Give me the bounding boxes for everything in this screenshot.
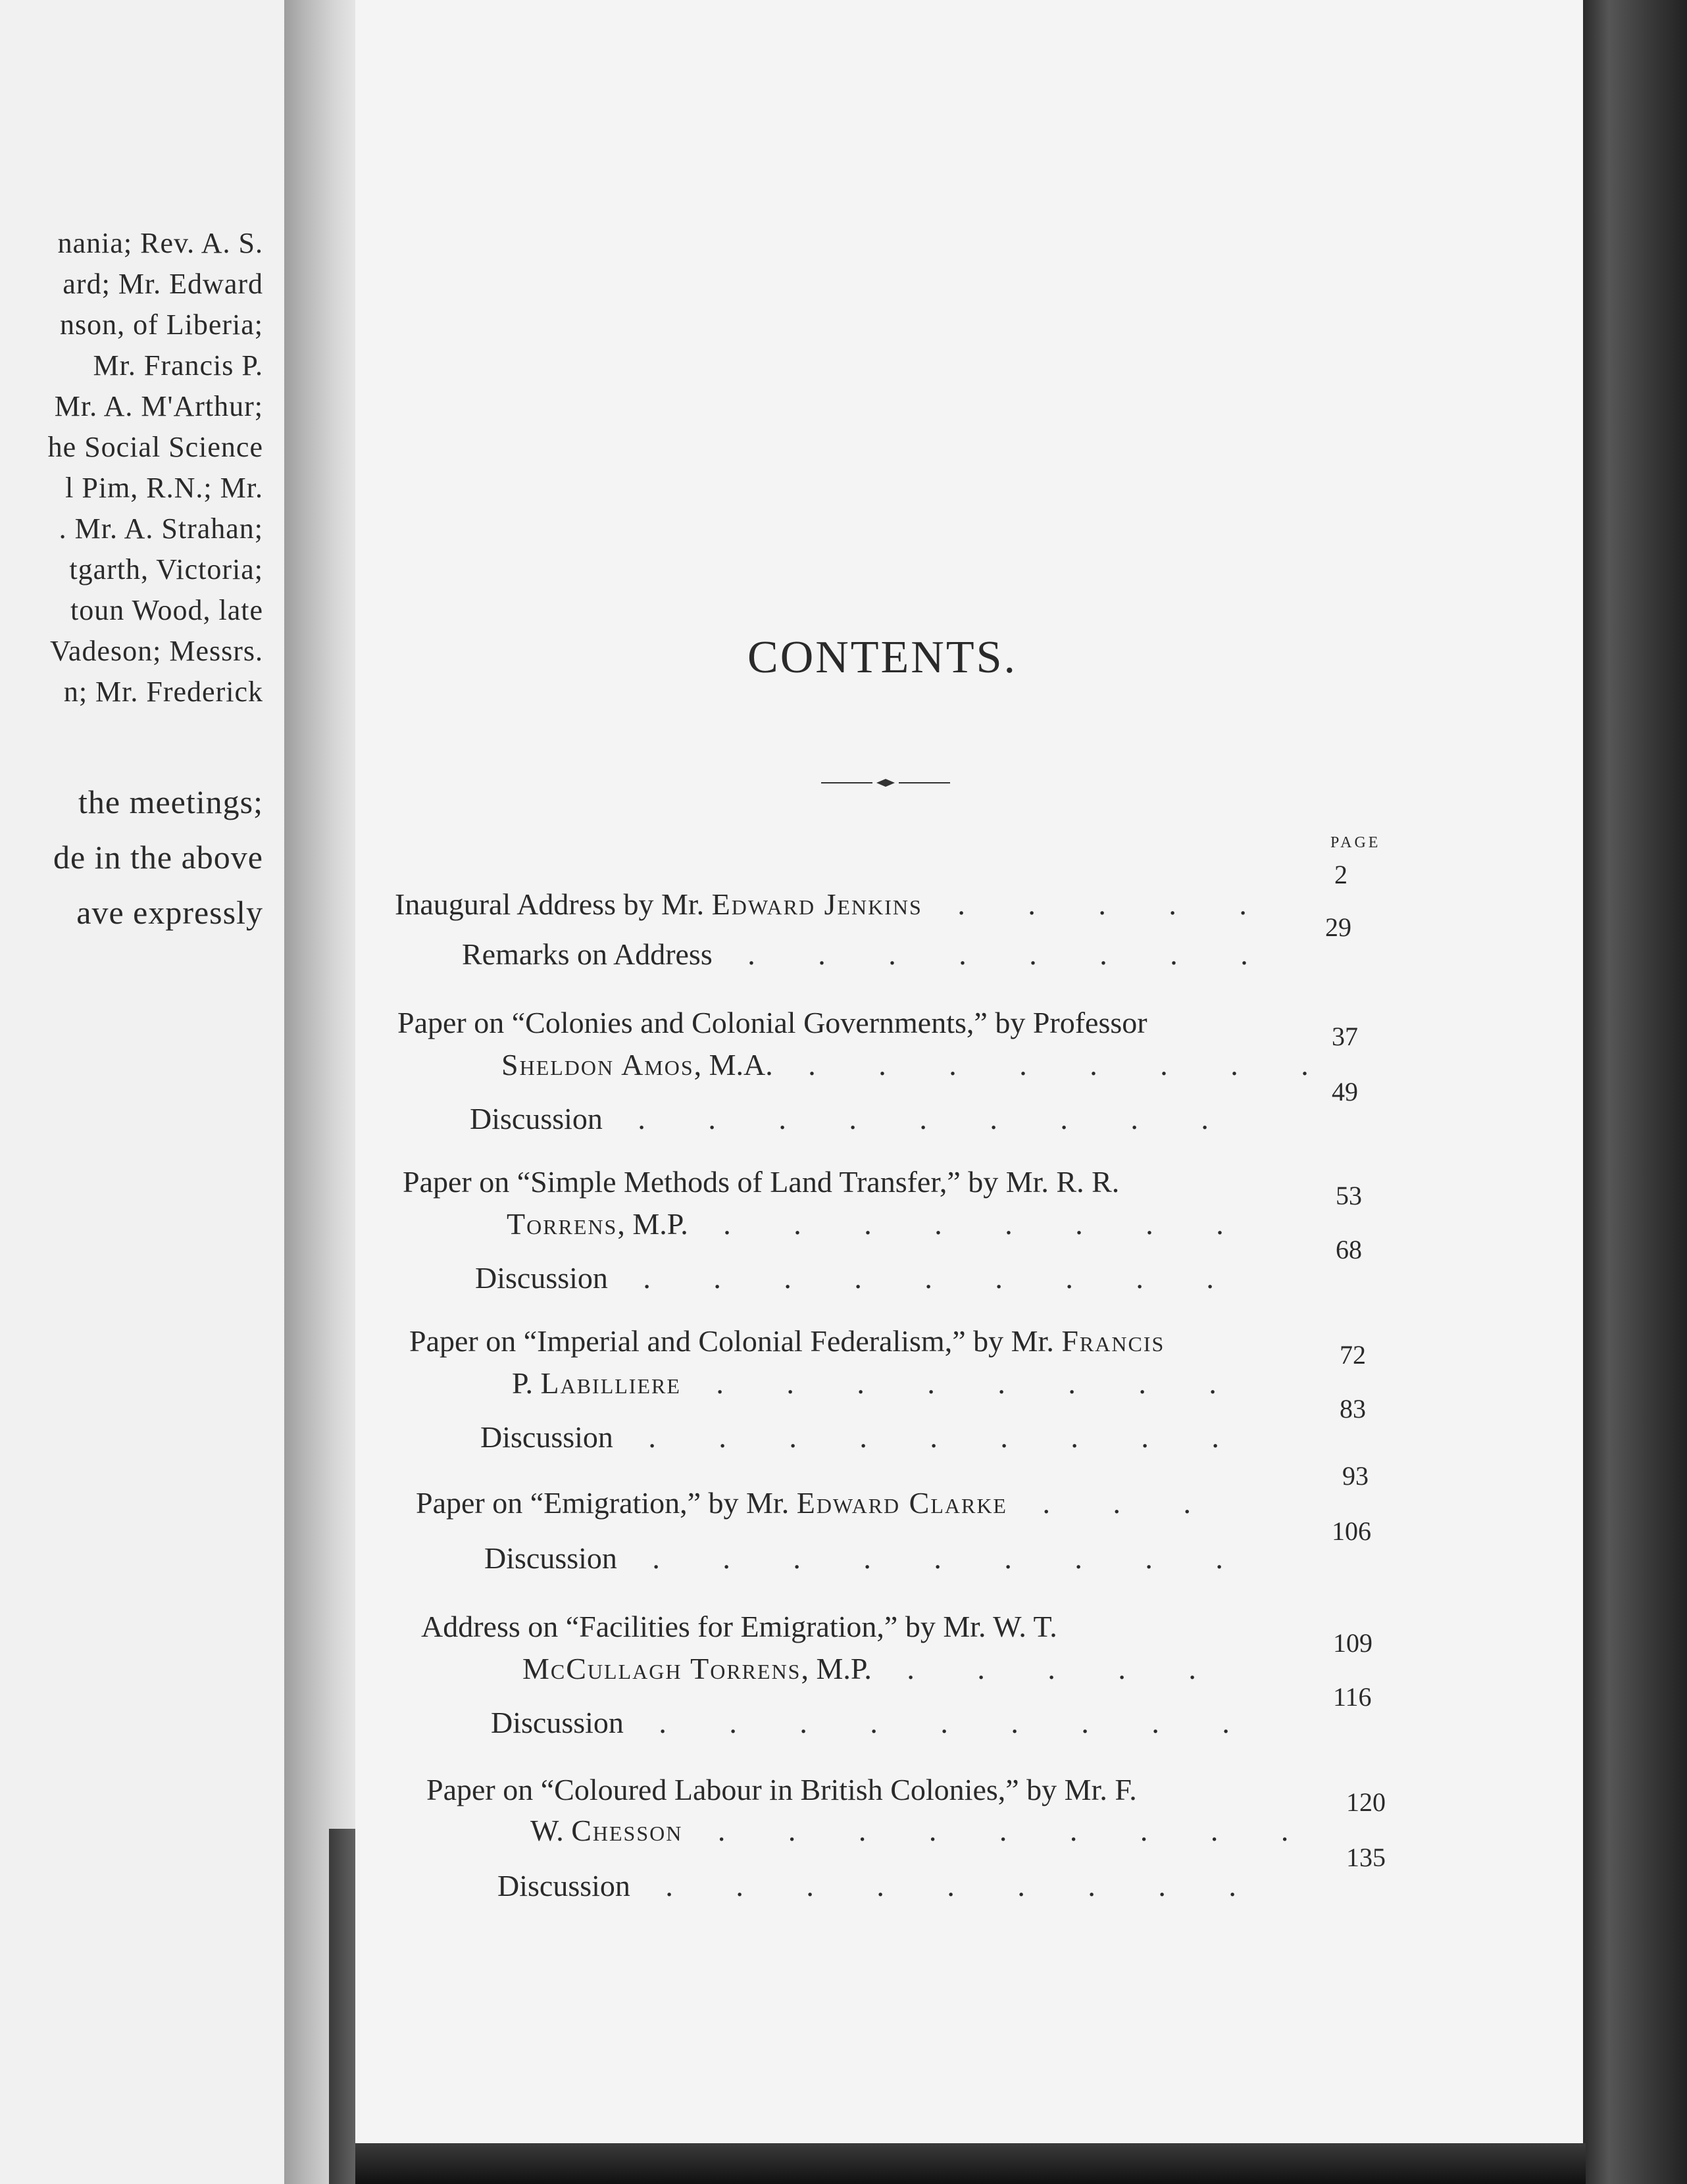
toc-entry-text: P. [512,1366,541,1400]
page-column-label: PAGE [1330,834,1381,851]
left-line: . Mr. A. Strahan; [59,512,263,545]
toc-entry-author: Labilliere [540,1366,681,1400]
leader-dots: . . . [1007,1486,1219,1520]
leader-dots: . . . . . . . . . [617,1541,1251,1575]
left-line: Mr. Francis P. [93,349,263,382]
book-cover-edge [1583,0,1687,2184]
toc-entry-text: Paper on “Simple Methods of Land Transfer,” by Mr. R. R. [403,1165,1120,1199]
left-line: tgarth, Victoria; [69,553,263,585]
toc-entry-text: Paper on “Emigration,” by Mr. [416,1486,797,1520]
toc-page-number: 49 [1332,1077,1358,1106]
toc-entry [512,1366,1244,1401]
page-title: CONTENTS. [747,632,1018,683]
leader-dots: . . . . . . . . [680,1366,1244,1400]
toc-page-number: 135 [1346,1843,1386,1872]
toc-page-number: 2 [1334,860,1347,889]
toc-entry [395,887,1274,922]
toc-entry [462,937,1276,972]
toc-entry [403,1164,1119,1199]
toc-page-number: 120 [1346,1787,1386,1817]
toc-entry [497,1868,1264,1903]
toc-page-number: 29 [1325,912,1351,942]
leader-dots: . . . . . . . . . [623,1706,1257,1739]
left-page-fragment [0,0,284,2184]
leader-dots: . . . . . . . . . [607,1261,1242,1295]
toc-entry-author: Edward Clarke [796,1486,1007,1520]
divider-ornament-icon [821,776,950,789]
toc-entry [480,1420,1247,1454]
toc-page-number: 68 [1336,1235,1362,1264]
toc-entry [522,1651,1224,1686]
toc-entry-author: Chesson [571,1814,683,1847]
toc-entry-text: Address on “Facilities for Emigration,” by Mr. W. T. [421,1610,1057,1643]
toc-page-number: 53 [1336,1181,1362,1210]
toc-entry-author: Edward Jenkins [711,887,922,921]
toc-entry-text: Paper on “Colonies and Colonial Governments,” by Professor [397,1006,1147,1039]
toc-page-number: 72 [1340,1340,1366,1370]
toc-entry [409,1324,1165,1358]
toc-entry [507,1206,1251,1241]
toc-entry-text: Discussion [497,1869,630,1902]
toc-entry-text: Paper on “Imperial and Colonial Federalism,” by Mr. [409,1324,1062,1358]
leader-dots: . . . . . . . . [772,1048,1336,1081]
toc-entry [530,1813,1316,1848]
leader-dots: . . . . . . . . . [602,1102,1236,1135]
toc-entry-text: Discussion [470,1102,603,1135]
left-line: n; Mr. Frederick [63,676,263,708]
left-line: ave expressly [76,894,263,931]
toc-entry [416,1485,1219,1520]
left-line: l Pim, R.N.; Mr. [65,472,263,504]
toc-entry-text: Remarks on Address [462,937,713,971]
toc-entry-text: Discussion [480,1420,613,1454]
toc-entry-author: Sheldon Amos [501,1048,694,1081]
leader-dots: . . . . . . . . [712,937,1276,971]
leader-dots: . . . . . [922,887,1274,921]
toc-page-number: 83 [1340,1394,1366,1424]
toc-entry-text: Inaugural Address by Mr. [395,887,712,921]
toc-entry-text: Discussion [475,1261,608,1295]
toc-page-number: 106 [1332,1516,1371,1546]
leader-dots: . . . . . . . . [688,1207,1251,1241]
left-line: nania; Rev. A. S. [57,227,263,259]
left-line: toun Wood, late [70,594,263,626]
toc-entry-author: Torrens [507,1207,618,1241]
toc-page-number: 116 [1333,1682,1372,1712]
toc-entry-text: W. [530,1814,572,1847]
toc-entry [421,1609,1057,1644]
leader-dots: . . . . . . . . . [613,1420,1247,1454]
left-line: de in the above [53,839,263,876]
toc-entry [491,1705,1257,1740]
toc-entry [470,1101,1236,1136]
book-bottom-edge [355,2143,1586,2184]
leader-dots: . . . . . . . . . [682,1814,1317,1847]
toc-entry-text: , M.P. [617,1207,688,1241]
leader-dots: . . . . . . . . . [630,1869,1264,1902]
toc-page-number: 109 [1333,1628,1372,1658]
leader-dots: . . . . . [871,1652,1224,1685]
left-line: Mr. A. M'Arthur; [54,390,263,422]
toc-entry-text: Paper on “Coloured Labour in British Colonies,” by Mr. F. [426,1773,1137,1806]
toc-entry-text: , M.A. [693,1048,773,1081]
toc-page-number: 93 [1342,1461,1369,1491]
left-line: he Social Science [47,431,263,463]
left-line: Vadeson; Messrs. [50,635,263,667]
toc-entry-text: , M.P. [801,1652,872,1685]
left-line: the meetings; [78,783,263,820]
toc-page-number: 37 [1332,1022,1358,1051]
toc-entry [426,1772,1137,1807]
toc-entry-text: Discussion [491,1706,624,1739]
left-line: ard; Mr. Edward [63,268,263,300]
left-line: nson, of Liberia; [59,309,263,341]
toc-entry-author: Francis [1061,1324,1165,1358]
toc-entry [397,1005,1147,1040]
toc-entry [475,1260,1242,1295]
toc-entry-author: McCullagh Torrens [522,1652,801,1685]
toc-entry [501,1047,1336,1082]
toc-entry [484,1541,1251,1576]
toc-entry-text: Discussion [484,1541,617,1575]
